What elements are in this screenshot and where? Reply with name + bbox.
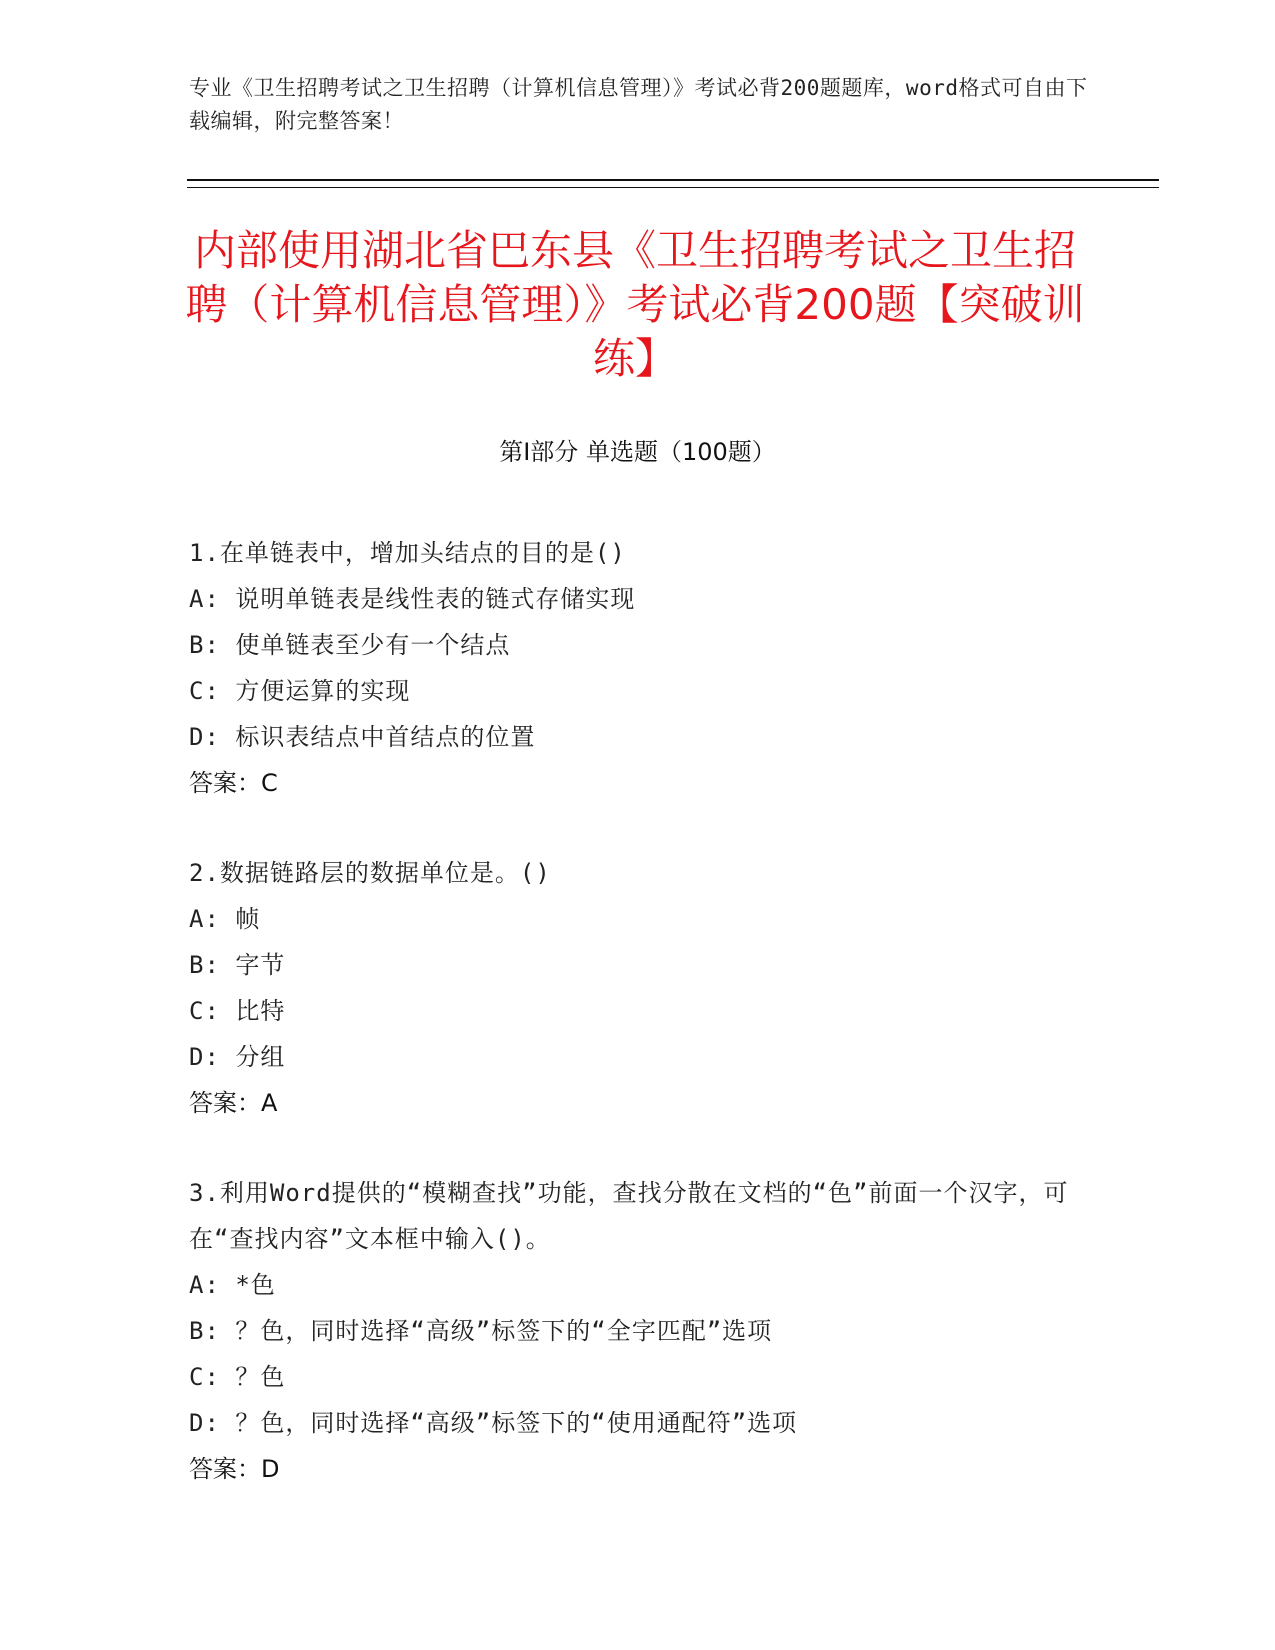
document-title: 内部使用湖北省巴东县《卫生招聘考试之卫生招聘（计算机信息管理）》考试必背200题【突破训练】 [185,226,1085,383]
question-1 [189,530,1089,806]
answer: 答案：D [189,1455,280,1483]
option-d: D: ？色，同时选择“高级”标签下的“使用通配符”选项 [189,1409,798,1437]
option-d: D: 标识表结点中首结点的位置 [189,723,536,751]
question-stem: 2.数据链路层的数据单位是。() [189,859,551,887]
option-b: B: ？色，同时选择“高级”标签下的“全字匹配”选项 [189,1317,773,1345]
option-d: D: 分组 [189,1043,286,1071]
option-c: C: ？色 [189,1363,286,1391]
option-c: C: 方便运算的实现 [189,677,411,705]
answer: 答案：C [189,769,278,797]
header-rule-thin [187,187,1159,188]
question-stem: 1.在单链表中，增加头结点的目的是() [189,539,626,567]
question-stem: 3.利用Word提供的“模糊查找”功能，查找分散在文档的“色”前面一个汉字，可在“查找内容”文本框中输入()。 [189,1179,1069,1253]
question-3 [189,1170,1089,1492]
option-a: A: 帧 [189,905,261,933]
section-title: 第Ⅰ部分 单选题（100题） [499,438,776,466]
header-rule-thick [187,179,1159,181]
option-b: B: 使单链表至少有一个结点 [189,631,511,659]
answer: 答案：A [189,1089,278,1117]
option-a: A: *色 [189,1271,276,1299]
header-note: 专业《卫生招聘考试之卫生招聘（计算机信息管理）》考试必背200题题库，word格式可自由下载编辑，附完整答案！ [189,76,1088,133]
option-b: B: 字节 [189,951,286,979]
option-a: A: 说明单链表是线性表的链式存储实现 [189,585,636,613]
option-c: C: 比特 [189,997,286,1025]
question-2 [189,850,1089,1126]
